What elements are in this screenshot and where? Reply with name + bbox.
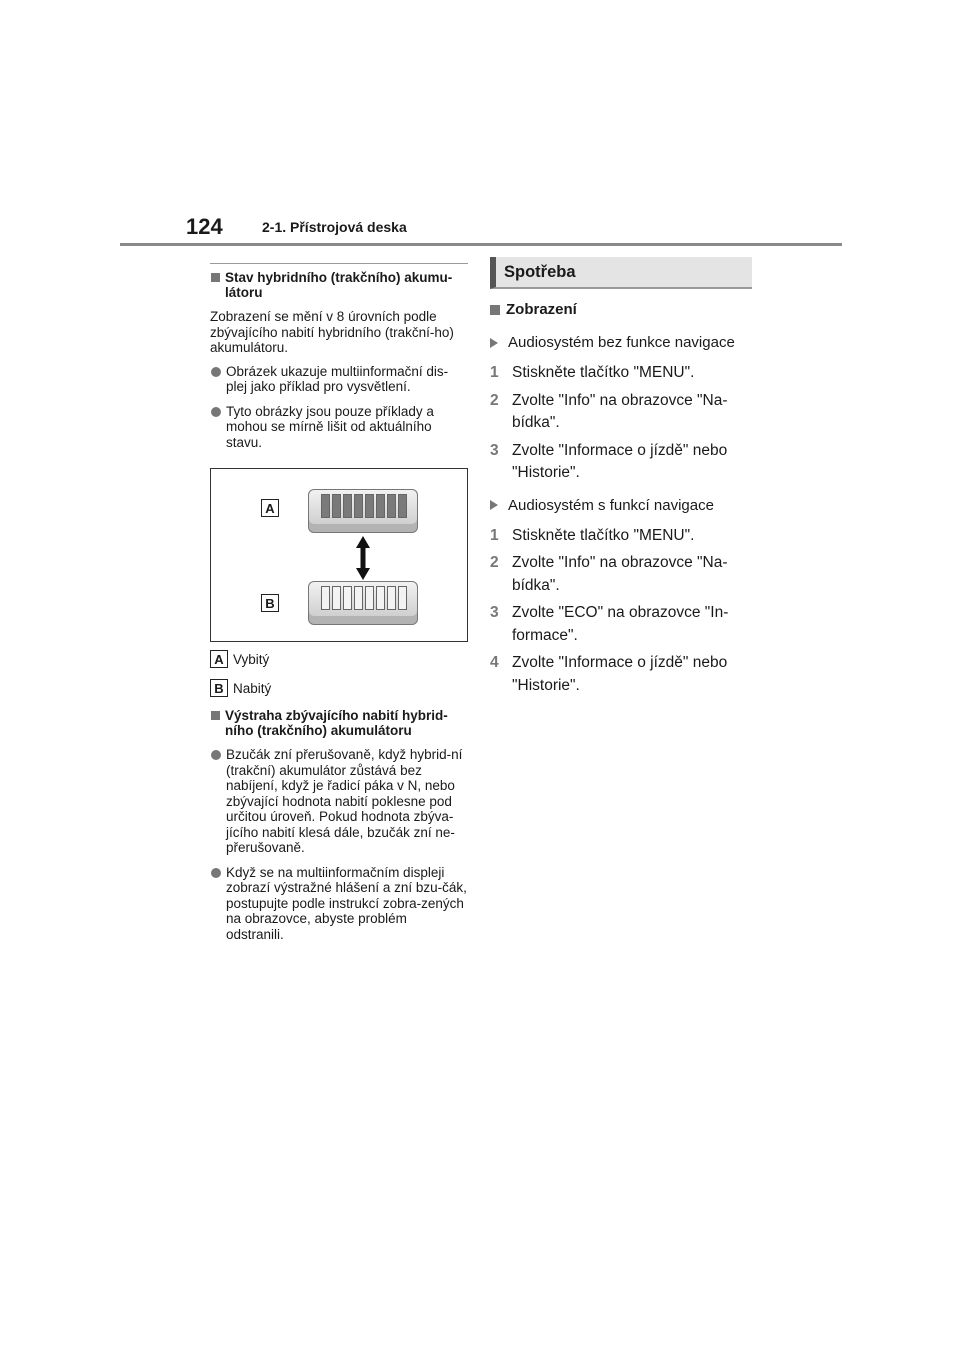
step-text: Zvolte "ECO" na obrazovce "In-formace".	[512, 604, 729, 644]
step-text: Zvolte "Info" na obrazovce "Na-bídka".	[512, 554, 728, 594]
battery-cell	[321, 586, 330, 610]
battery-cell	[365, 494, 374, 518]
column-divider	[210, 263, 468, 264]
heading-text: Stav hybridního (trakčního) akumu-látoru	[225, 270, 453, 300]
step-text: Zvolte "Informace o jízdě" nebo "Historie".	[512, 441, 728, 481]
step-item	[490, 390, 752, 435]
procedure-label-text: Audiosystém s funkcí navigace	[508, 496, 714, 514]
paragraph: Zobrazení se mění v 8 úrovních podle zbývajícího nabití hybridního (trakční-ho) akumulátoru.	[210, 309, 454, 355]
battery-cell	[398, 494, 407, 518]
step-number: 3	[490, 441, 499, 459]
step-number: 4	[490, 654, 499, 671]
step-text: Zvolte "Informace o jízdě" nebo "Historie".	[512, 654, 728, 694]
battery-cell	[376, 586, 385, 610]
battery-cell	[376, 494, 385, 518]
legend-letter: B	[210, 679, 228, 697]
step-item	[490, 552, 752, 597]
left-column	[210, 263, 468, 951]
triangle-bullet-icon	[490, 338, 498, 348]
bullet-text: Tyto obrázky jsou pouze příklady a mohou se mírně lišit od aktuálního stavu.	[226, 403, 434, 450]
steps-list	[490, 362, 752, 485]
subsection-heading	[210, 270, 468, 300]
battery-cell	[365, 586, 374, 610]
bullet-item	[210, 865, 468, 943]
battery-cell	[321, 494, 330, 518]
header-divider	[120, 243, 842, 246]
bullet-text: Bzučák zní přerušovaně, když hybrid-ní (trakční) akumulátor zůstává bez nabíjení, když je řadicí páka v N, nebo zbývající hodnota nabití poklesne pod určitou úroveň. Pokud hodnota zbýva-jícího nabití klesá dále, bzučák zní ne-přerušovaně.	[226, 747, 463, 855]
bullet-text: Když se na multiinformačním displeji zobrazí výstražné hlášení a zní bzu-čák, postupujte podle instrukcí zobra-zených na obrazovce, abyste problém odstranili.	[226, 864, 467, 942]
battery-cells	[321, 586, 407, 610]
heading-text: Zobrazení	[506, 301, 577, 318]
subsection-heading	[490, 301, 752, 318]
battery-cell	[343, 586, 352, 610]
legend-item	[210, 650, 468, 668]
step-item	[490, 440, 752, 485]
heading-text: Výstraha zbývajícího nabití hybrid-ního (trakčního) akumulátoru	[225, 708, 448, 738]
step-item	[490, 362, 752, 385]
step-item	[490, 652, 752, 697]
battery-cell	[332, 586, 341, 610]
legend-text: Nabitý	[233, 680, 272, 696]
step-number: 2	[490, 391, 499, 409]
step-text: Stiskněte tlačítko "MENU".	[512, 526, 695, 544]
legend-text: Vybitý	[233, 651, 270, 667]
step-number: 1	[490, 526, 499, 544]
battery-cell	[343, 494, 352, 518]
battery-icon-charged	[308, 581, 418, 625]
step-number: 3	[490, 604, 499, 621]
circle-bullet-icon	[211, 407, 221, 417]
triangle-bullet-icon	[490, 500, 498, 510]
bullet-item	[210, 364, 468, 395]
step-text: Zvolte "Info" na obrazovce "Na-bídka".	[512, 391, 728, 431]
double-arrow-icon	[356, 536, 370, 580]
circle-bullet-icon	[211, 367, 221, 377]
legend-item	[210, 679, 468, 697]
battery-cell	[387, 586, 396, 610]
right-column	[490, 257, 752, 702]
steps-list	[490, 525, 752, 698]
subsection-heading	[210, 708, 468, 738]
section-title: 2-1. Přístrojová deska	[262, 219, 407, 235]
figure-label-b: B	[261, 594, 279, 612]
battery-cells	[321, 494, 407, 518]
step-item	[490, 602, 752, 647]
battery-cell	[354, 586, 363, 610]
step-number: 1	[490, 364, 499, 381]
procedure-label-text: Audiosystém bez funkce navigace	[508, 334, 735, 351]
step-text: Stiskněte tlačítko "MENU".	[512, 364, 695, 381]
figure-label-a: A	[261, 499, 279, 517]
step-item	[490, 525, 752, 548]
bullet-text: Obrázek ukazuje multiinformační dis-plej jako příklad pro vysvětlení.	[226, 363, 449, 394]
battery-cell	[332, 494, 341, 518]
bullet-item	[210, 747, 468, 856]
square-bullet-icon	[490, 305, 500, 315]
step-number: 2	[490, 554, 499, 571]
circle-bullet-icon	[211, 750, 221, 760]
procedure-label	[490, 334, 752, 351]
battery-cell	[354, 494, 363, 518]
battery-cell	[398, 586, 407, 610]
procedure-label	[490, 497, 752, 514]
circle-bullet-icon	[211, 868, 221, 878]
bullet-item	[210, 404, 468, 451]
page-number: 124	[186, 214, 223, 239]
battery-figure	[210, 468, 468, 642]
battery-icon-discharged	[308, 489, 418, 533]
square-bullet-icon	[211, 711, 220, 720]
page-header	[0, 0, 960, 250]
section-title-bar: Spotřeba	[490, 257, 752, 289]
legend-letter: A	[210, 650, 228, 668]
square-bullet-icon	[211, 273, 220, 282]
battery-cell	[387, 494, 396, 518]
